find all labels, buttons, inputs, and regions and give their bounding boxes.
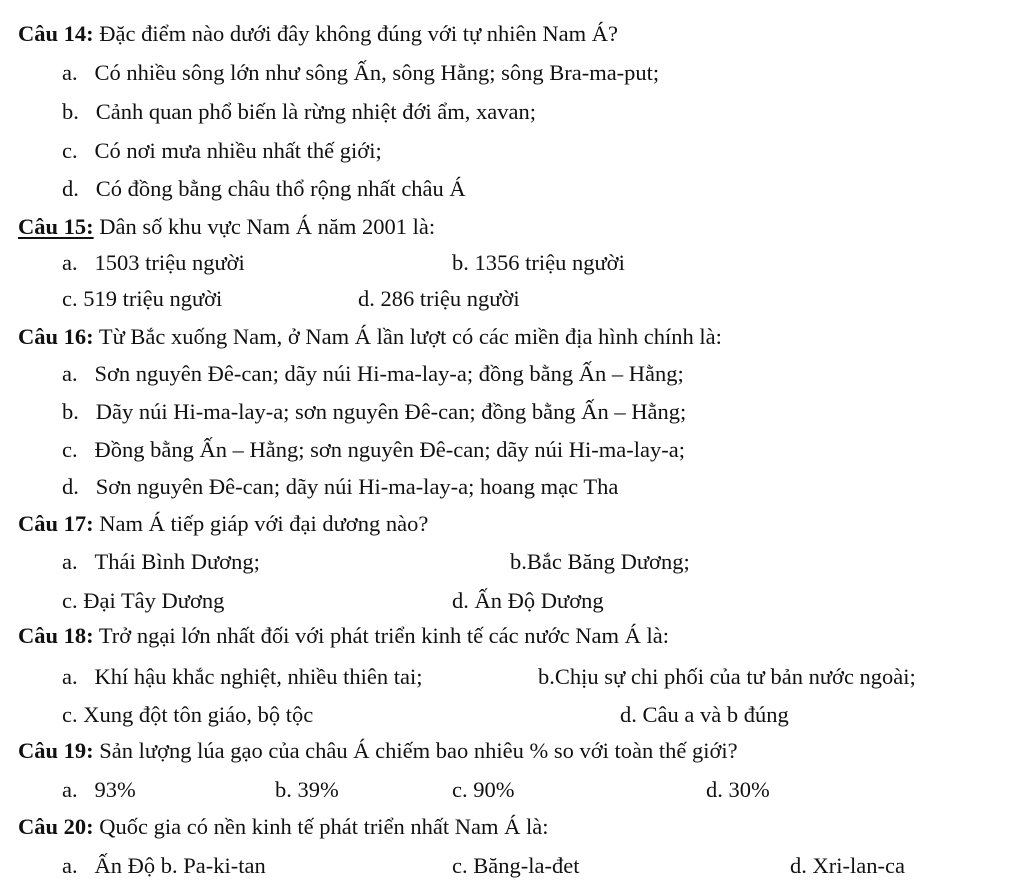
q17-option-b: b.Bắc Băng Dương; [510, 549, 690, 574]
q19-option-a: a. 93% [62, 777, 136, 802]
question-number: Câu 20: [18, 814, 94, 839]
q16-option-d: d. Sơn nguyên Đê-can; dãy núi Hi-ma-lay-a; hoang mạc Tha [62, 474, 619, 499]
question-14 [18, 20, 618, 48]
q15-option-c: c. 519 triệu người [62, 286, 223, 311]
question-text: Quốc gia có nền kinh tế phát triển nhất Nam Á là: [93, 814, 549, 839]
question-number: Câu 18: [18, 623, 94, 648]
q19-option-b: b. 39% [275, 777, 339, 802]
question-number: Câu 15: [18, 214, 94, 239]
q15-option-d: d. 286 triệu người [358, 286, 520, 311]
q17-option-c: c. Đại Tây Dương [62, 588, 225, 613]
q15-option-a: a. 1503 triệu người [62, 250, 245, 275]
question-number: Câu 19: [18, 738, 94, 763]
q20-option-c: c. Băng-la-đet [452, 853, 580, 878]
q18-option-c: c. Xung đột tôn giáo, bộ tộc [62, 702, 314, 727]
q18-option-a: a. Khí hậu khắc nghiệt, nhiều thiên tai; [62, 664, 423, 689]
question-text: Từ Bắc xuống Nam, ở Nam Á lần lượt có các miền địa hình chính là: [93, 324, 722, 349]
q14-option-c: c. Có nơi mưa nhiều nhất thế giới; [62, 138, 382, 163]
q16-option-c: c. Đồng bằng Ấn – Hằng; sơn nguyên Đê-can; dãy núi Hi-ma-lay-a; [62, 437, 685, 462]
q17-option-d: d. Ấn Độ Dương [452, 588, 604, 613]
question-text: Nam Á tiếp giáp với đại dương nào? [93, 511, 429, 536]
q19-option-d: d. 30% [706, 777, 770, 802]
q18-option-b: b.Chịu sự chi phối của tư bản nước ngoài; [538, 664, 916, 689]
question-18 [18, 622, 669, 650]
q17-option-a: a. Thái Bình Dương; [62, 549, 260, 574]
question-number: Câu 16: [18, 324, 94, 349]
q14-option-d: d. Có đồng bằng châu thổ rộng nhất châu Á [62, 176, 466, 201]
question-15 [18, 213, 435, 241]
q16-option-a: a. Sơn nguyên Đê-can; dãy núi Hi-ma-lay-a; đồng bằng Ấn – Hằng; [62, 361, 684, 386]
question-16 [18, 323, 722, 351]
q14-option-a: a. Có nhiều sông lớn như sông Ấn, sông Hằng; sông Bra-ma-put; [62, 60, 660, 85]
question-text: Dân số khu vực Nam Á năm 2001 là: [93, 214, 436, 239]
q18-option-d: d. Câu a và b đúng [620, 702, 789, 727]
question-17 [18, 510, 428, 538]
q20-option-a-b: a. Ấn Độ b. Pa-ki-tan [62, 853, 266, 878]
q20-option-d: d. Xri-lan-ca [790, 853, 905, 878]
q19-option-c: c. 90% [452, 777, 515, 802]
q16-option-b: b. Dãy núi Hi-ma-lay-a; sơn nguyên Đê-can; đồng bằng Ấn – Hằng; [62, 399, 687, 424]
question-number: Câu 17: [18, 511, 94, 536]
question-text: Trở ngại lớn nhất đối với phát triển kinh tế các nước Nam Á là: [93, 623, 669, 648]
question-text: Đặc điểm nào dưới đây không đúng với tự nhiên Nam Á? [93, 21, 618, 46]
question-19 [18, 737, 738, 765]
question-text: Sản lượng lúa gạo của châu Á chiếm bao nhiêu % so với toàn thế giới? [93, 738, 738, 763]
q15-option-b: b. 1356 triệu người [452, 250, 625, 275]
q14-option-b: b. Cảnh quan phổ biến là rừng nhiệt đới ẩm, xavan; [62, 99, 536, 124]
question-number: Câu 14: [18, 21, 94, 46]
question-20 [18, 813, 549, 841]
